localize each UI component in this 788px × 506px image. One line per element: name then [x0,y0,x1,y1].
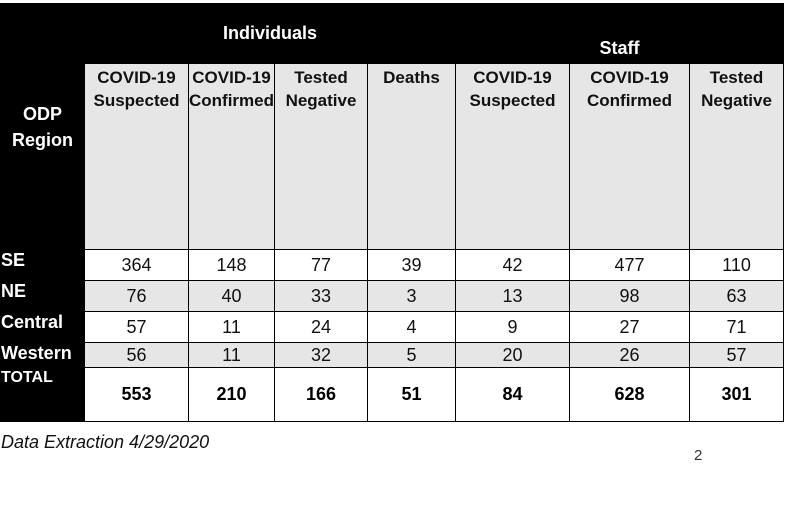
col-header-individuals-suspected: COVID-19 Suspected [85,64,189,250]
staff-group-header [456,4,784,64]
col-header-individuals-confirmed: COVID-19 Confirmed [189,64,275,250]
table-cell: 4 [368,312,456,343]
table-row [1,312,784,343]
table-cell: 26 [570,343,690,368]
row-label-western: Western [1,343,85,368]
total-cell: 553 [85,368,189,422]
table-cell: 27 [570,312,690,343]
data-extraction-note: Data Extraction 4/29/2020 [1,432,210,452]
row-label-total: TOTAL [1,368,85,422]
table-cell: 110 [690,250,784,281]
col-header-individuals-negative: Tested Negative [275,64,368,250]
covid-data-table [0,3,784,422]
table-cell: 148 [189,250,275,281]
table-cell: 13 [456,281,570,312]
table-cell: 98 [570,281,690,312]
table-cell: 76 [85,281,189,312]
table-cell: 11 [189,343,275,368]
table-row [1,343,784,368]
table-cell: 3 [368,281,456,312]
table-cell: 57 [690,343,784,368]
table-cell: 20 [456,343,570,368]
table-cell: 40 [189,281,275,312]
table-row [1,250,784,281]
table-cell: 24 [275,312,368,343]
table-cell: 9 [456,312,570,343]
table-cell: 71 [690,312,784,343]
odp-region-header [1,4,85,250]
table-row [1,281,784,312]
table-cell: 77 [275,250,368,281]
col-header-staff-negative: Tested Negative [690,64,784,250]
col-header-staff-suspected: COVID-19 Suspected [456,64,570,250]
total-cell: 166 [275,368,368,422]
individuals-label: Individuals [222,23,318,43]
table-cell: 42 [456,250,570,281]
odp-region-label: ODP Region [12,103,73,150]
table-cell: 57 [85,312,189,343]
table-cell: 63 [690,281,784,312]
row-label-se: SE [1,250,85,281]
table-cell: 477 [570,250,690,281]
table-cell: 33 [275,281,368,312]
row-label-central: Central [1,312,85,343]
page-number: 2 [694,447,703,464]
table-cell: 11 [189,312,275,343]
table-cell: 39 [368,250,456,281]
total-cell: 628 [570,368,690,422]
table-cell: 32 [275,343,368,368]
individuals-group-header [85,4,456,64]
col-header-individuals-deaths: Deaths [368,64,456,250]
total-cell: 84 [456,368,570,422]
col-header-staff-confirmed: COVID-19 Confirmed [570,64,690,250]
row-label-ne: NE [1,281,85,312]
table-cell: 364 [85,250,189,281]
total-cell: 210 [189,368,275,422]
total-cell: 51 [368,368,456,422]
table-cell: 56 [85,343,189,368]
staff-label: Staff [599,38,640,58]
table-cell: 5 [368,343,456,368]
total-cell: 301 [690,368,784,422]
total-row [1,368,784,422]
